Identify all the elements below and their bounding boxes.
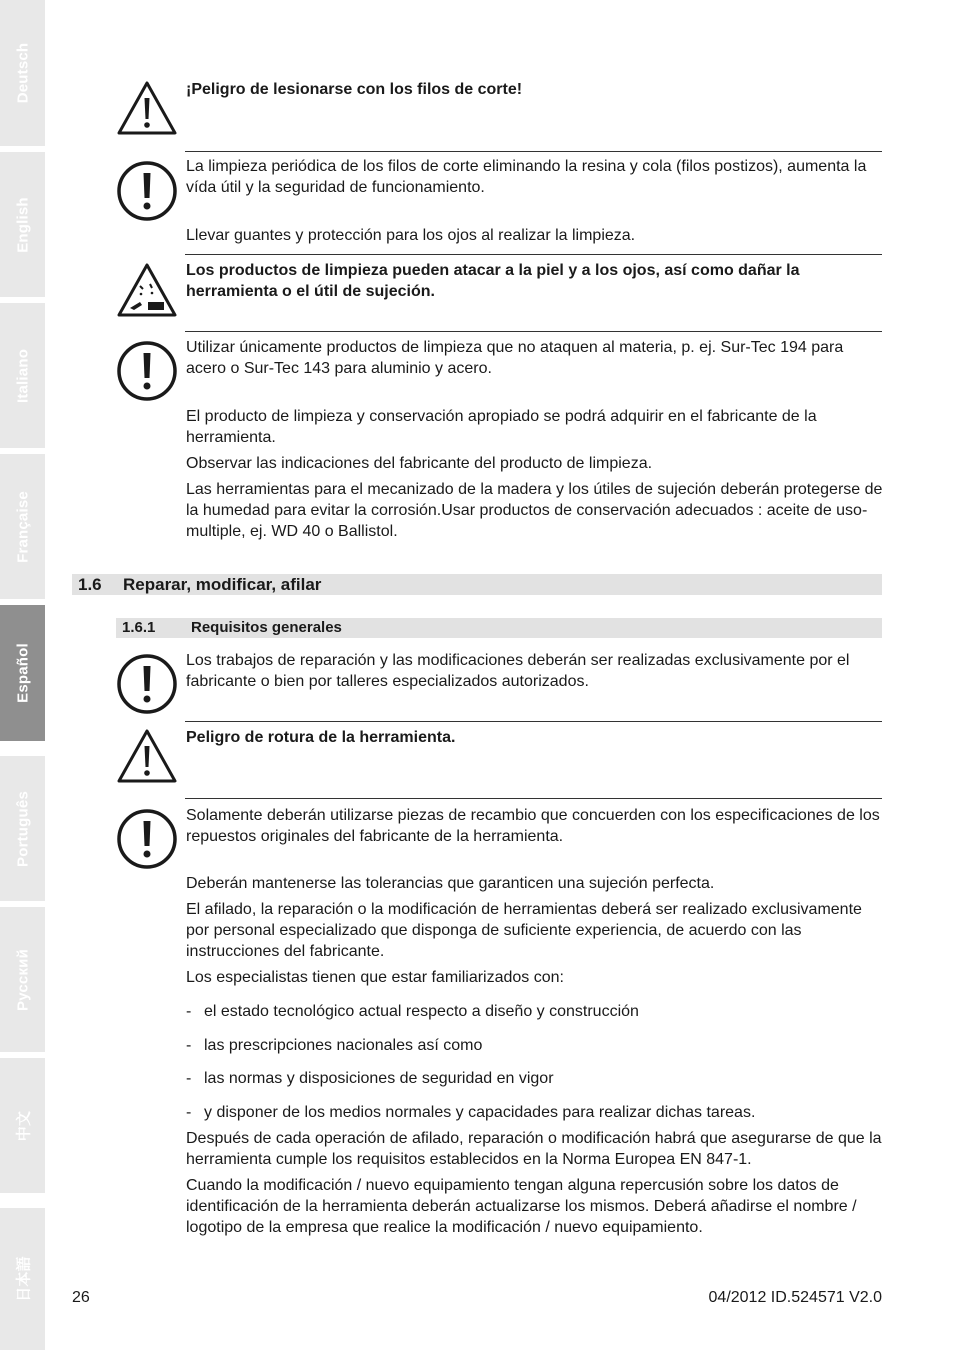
side-tab-label: Русский [14,948,31,1011]
list-marker: - [186,1037,192,1054]
side-tab-chinese[interactable] [0,1058,45,1193]
side-tab-russian[interactable] [0,907,45,1052]
page-number: 26 [72,1289,90,1306]
paragraph: El afilado, la reparación o la modificación de herramientas deberá ser realizado exclusivamente por personal especializado que disponga de suficiente experiencia, de acuerdo con las instrucciones del fabricante. [186,901,862,960]
side-tab-label: Deutsch [14,42,31,104]
mandatory-note-icon [116,653,178,715]
paragraph: Las herramientas para el mecanizado de la madera y los útiles de sujeción deberán protegerse de la humedad para evitar la corrosión.Usar productos de conservación adecuados : aceite de uso-multiple, ej. WD 40 o Ballistol. [186,481,883,540]
document-id: 04/2012 ID.524571 V2.0 [708,1289,882,1306]
paragraph: Observar las indicaciones del fabricante del producto de limpieza. [186,455,653,472]
mandatory-note-icon [116,160,178,222]
divider [185,254,882,255]
list-marker: - [186,1104,192,1121]
list-item: el estado tecnológico actual respecto a diseño y construcción [204,1003,639,1020]
paragraph: Llevar guantes y protección para los ojos al realizar la limpieza. [186,227,636,244]
section-number: 1.6 [78,575,102,594]
side-tab-label: English [14,196,31,253]
note-text: Utilizar únicamente productos de limpieza que no ataquen al materia, p. ej. Sur-Tec 194 para acero o Sur-Tec 143 para aluminio y acero. [186,339,844,377]
mandatory-note-icon [116,808,178,870]
paragraph: Los especialistas tienen que estar familiarizados con: [186,969,564,986]
warning-triangle-icon [116,728,178,784]
warning-triangle-icon [116,80,178,136]
divider [185,721,882,722]
side-tab-espanol[interactable] [0,605,45,741]
list-item: y disponer de los medios normales y capacidades para realizar dichas tareas. [204,1104,756,1121]
note-text: Los trabajos de reparación y las modificaciones deberán ser realizadas exclusivamente por el fabricante o bien por talleres especializados autorizados. [186,652,850,690]
paragraph: Después de cada operación de afilado, reparación o modificación habrá que asegurarse de que la herramienta cumple los requisitos establecidos en la Norma Europea EN 847-1. [186,1130,882,1168]
divider [185,331,882,332]
section-heading [72,574,882,595]
side-tab-label: 中文 [15,1110,32,1141]
warning-text: Peligro de rotura de la herramienta. [186,729,456,746]
warning-text: ¡Peligro de lesionarse con los filos de corte! [186,81,523,98]
paragraph: El producto de limpieza y conservación apropiado se podrá adquirir en el fabricante de la herramienta. [186,408,817,446]
subsection-heading [116,618,882,638]
corrosive-warning-icon [116,262,178,318]
list-item: las prescripciones nacionales así como [204,1037,483,1054]
subsection-title: Requisitos generales [191,619,342,636]
side-tab-deutsch[interactable] [0,0,45,146]
side-tab-label: Português [14,790,31,867]
list-marker: - [186,1070,192,1087]
side-tab-portugues[interactable] [0,756,45,901]
side-tab-italiano[interactable] [0,303,45,448]
subsection-number: 1.6.1 [122,619,156,636]
side-tab-label: Italiano [14,348,31,403]
side-tab-label: Française [14,490,31,563]
section-title: Reparar, modificar, afilar [123,575,322,594]
divider [185,798,882,799]
side-tab-francaise[interactable] [0,454,45,599]
list-marker: - [186,1003,192,1020]
divider [185,151,882,152]
note-text: La limpieza periódica de los filos de corte eliminando la resina y cola (filos postizos), aumenta la vída útil y la seguridad de funcionamiento. [186,158,867,196]
note-text: Solamente deberán utilizarse piezas de recambio que concuerden con los especificaciones de los repuestos originales del fabricante de la herramienta. [186,807,880,845]
list-item: las normas y disposiciones de seguridad en vigor [204,1070,554,1087]
side-tab-japanese[interactable] [0,1208,45,1350]
paragraph: Deberán mantenerse las tolerancias que garanticen una sujeción perfecta. [186,875,715,892]
side-tab-label: Español [14,643,31,703]
mandatory-note-icon [116,340,178,402]
side-tab-label: 日本語 [15,1256,32,1302]
warning-text: Los productos de limpieza pueden atacar a la piel y a los ojos, así como dañar la herramienta o el útil de sujeción. [186,262,800,300]
paragraph: Cuando la modificación / nuevo equipamiento tengan alguna repercusión sobre los datos de identificación de la herramienta deberán actualizarse los mismos. Deberá añadirse el nombre / logotipo de la empresa que realice la modificación / nuevo equipamiento. [186,1177,857,1236]
side-tab-english[interactable] [0,152,45,297]
